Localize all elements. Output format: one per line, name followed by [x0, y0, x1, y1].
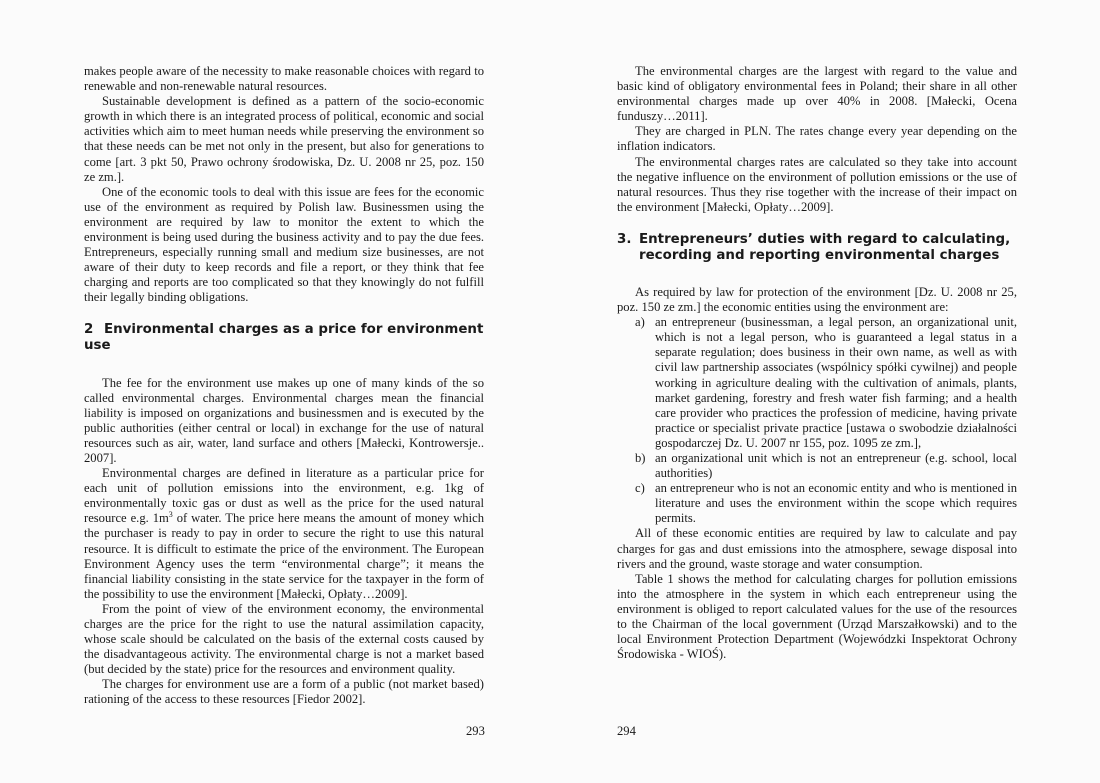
section-3-intro: As required by law for protection of the environment [Dz. U. 2008 nr 25, poz. 150 ze zm.] the economic entities using the environment are: [617, 284, 1017, 315]
entity-list [617, 315, 1017, 526]
section-2-paragraph-2-part-1: Environmental charges are defined in literature as a particular price for each unit of pollution emissions into the environment, e.g. 1kg of environmentally toxic gas or dust as well as the price for the used natural resource e.g. 1m [84, 466, 484, 526]
list-item-text: an organizational unit which is not an entrepreneur (e.g. school, local authorities) [655, 450, 1017, 481]
page-number-left: 293 [466, 724, 485, 738]
section-2-title: Environmental charges as a price for environment use [84, 321, 484, 353]
section-2-paragraph-1: The fee for the environment use makes up one of many kinds of the so called environmental charges. Environmental charges mean the financial liability is imposed on organizations and businessmen and is executed by the public authorities (either central or local) in exchange for the use of natural resources such as air, water, land surface and others [Małecki, Kontrowersje.. 2007]. [84, 375, 484, 465]
right-paragraph-3: The environmental charges rates are calculated so they take into account the negative influence on the environment of pollution emissions or the use of natural resources. Thus they rise together with the increase of their impact on the environment [Małecki, Opłaty…2009]. [617, 154, 1017, 214]
section-2-paragraph-3: From the point of view of the environment economy, the environmental charges are the price for the right to use the natural assimilation capacity, whose scale should be calculated on the basis of the external costs caused by the disadvantageous activity. The environmental charge is not a market based (but decided by the state) price for the resources and environment quality. [84, 601, 484, 677]
list-marker: a) [635, 315, 645, 330]
page-number-right: 294 [617, 724, 636, 738]
list-item-text: an entrepreneur (businessman, a legal person, an organizational unit, which is not a legal person, who is guaranteed a legal status in a separate regulation; does business in their own name, as well as with civil law partnership associates (wspólnicy spółki cywilnej) and people working in agriculture dealing with the cultivation of animals, plants, market gardening, forestry and fresh water fish farming; and a health care provider who practices the profession of medicine, having private practice or specialist private practice [ustawa o swobodzie działalności gospodarczej Dz. U. 2007 nr 155, poz. 1095 ze zm.], [655, 315, 1017, 450]
list-marker: c) [635, 481, 645, 496]
list-item [617, 451, 1017, 481]
section-3-number: 3. [617, 231, 632, 247]
section-2-paragraph-2-part-2: of water. The price here means the amount of money which the purchaser is ready to pay in order to secure the right to use this natural resource. It is difficult to estimate the price of the environment. The European Environment Agency uses the term “environmental charge”; it means the financial liability consisting in the state service for the taxpayer in the form of the possibility to use the environment [Małecki, Opłaty…2009]. [84, 511, 484, 601]
section-3-heading [617, 232, 1017, 264]
right-paragraph-2: They are charged in PLN. The rates change every year depending on the inflation indicators. [617, 124, 1017, 154]
right-page [617, 64, 1017, 662]
section-2-paragraph-4: The charges for environment use are a form of a public (not market based) rationing of the access to these resources [Fiedor 2002]. [84, 677, 484, 707]
left-paragraph-1: makes people aware of the necessity to make reasonable choices with regard to renewable and non-renewable natural resources. [84, 64, 484, 94]
list-item [617, 481, 1017, 526]
section-3-title: Entrepreneurs’ duties with regard to calculating, recording and reporting environmental charges [639, 231, 1011, 263]
section-2-paragraph-2 [84, 466, 484, 602]
right-paragraph-1: The environmental charges are the largest with regard to the value and basic kind of obligatory environmental fees in Poland; their share in all other environmental charges made up over 40% in 2008. [Małecki, Ocena funduszy…2011]. [617, 64, 1017, 124]
left-paragraph-2: Sustainable development is defined as a pattern of the socio-economic growth in which there is an integrated process of political, economic and social activities which aim to meet human needs while preserving the environment so that these needs can be met not only in the present, but also for generations to come [art. 3 pkt 50, Prawo ochrony środowiska, Dz. U. 2008 nr 25, poz. 150 ze zm.]. [84, 94, 484, 184]
list-item [617, 315, 1017, 451]
section-2-number: 2 [84, 321, 94, 337]
closing-paragraph-2: Table 1 shows the method for calculating charges for pollution emissions into the atmosphere in the system in which each entrepreneur using the environment is obliged to report calculated values for the use of the resources to the Chairman of the local government (Urząd Marszałkowski) and to the local Environment Protection Department (Wojewódzki Inspektorat Ochrony Środowiska - WIOŚ). [617, 571, 1017, 662]
left-page [84, 64, 484, 708]
list-item-text: an entrepreneur who is not an economic entity and who is mentioned in literature and uses the environment within the scope which requires permits. [655, 481, 1017, 526]
left-paragraph-3: One of the economic tools to deal with this issue are fees for the economic use of the environment as required by Polish law. Businessmen using the environment are required by law to monitor the extent to which the environment is being used during the business activity and to pay the due fees. Entrepreneurs, especially running small and medium size businesses, are not aware of their duty to keep records and file a report, or they think that fee charging and reports are too complicated so that they knowingly do not fulfill their legally binding obligations. [84, 184, 484, 305]
superscript-cubed: 3 [168, 510, 173, 520]
closing-paragraph-1: All of these economic entities are required by law to calculate and pay charges for gas and dust emissions into the atmosphere, sewage disposal into rivers and the ground, waste storage and water consumption. [617, 526, 1017, 571]
list-marker: b) [635, 450, 646, 465]
section-2-heading [84, 322, 484, 354]
